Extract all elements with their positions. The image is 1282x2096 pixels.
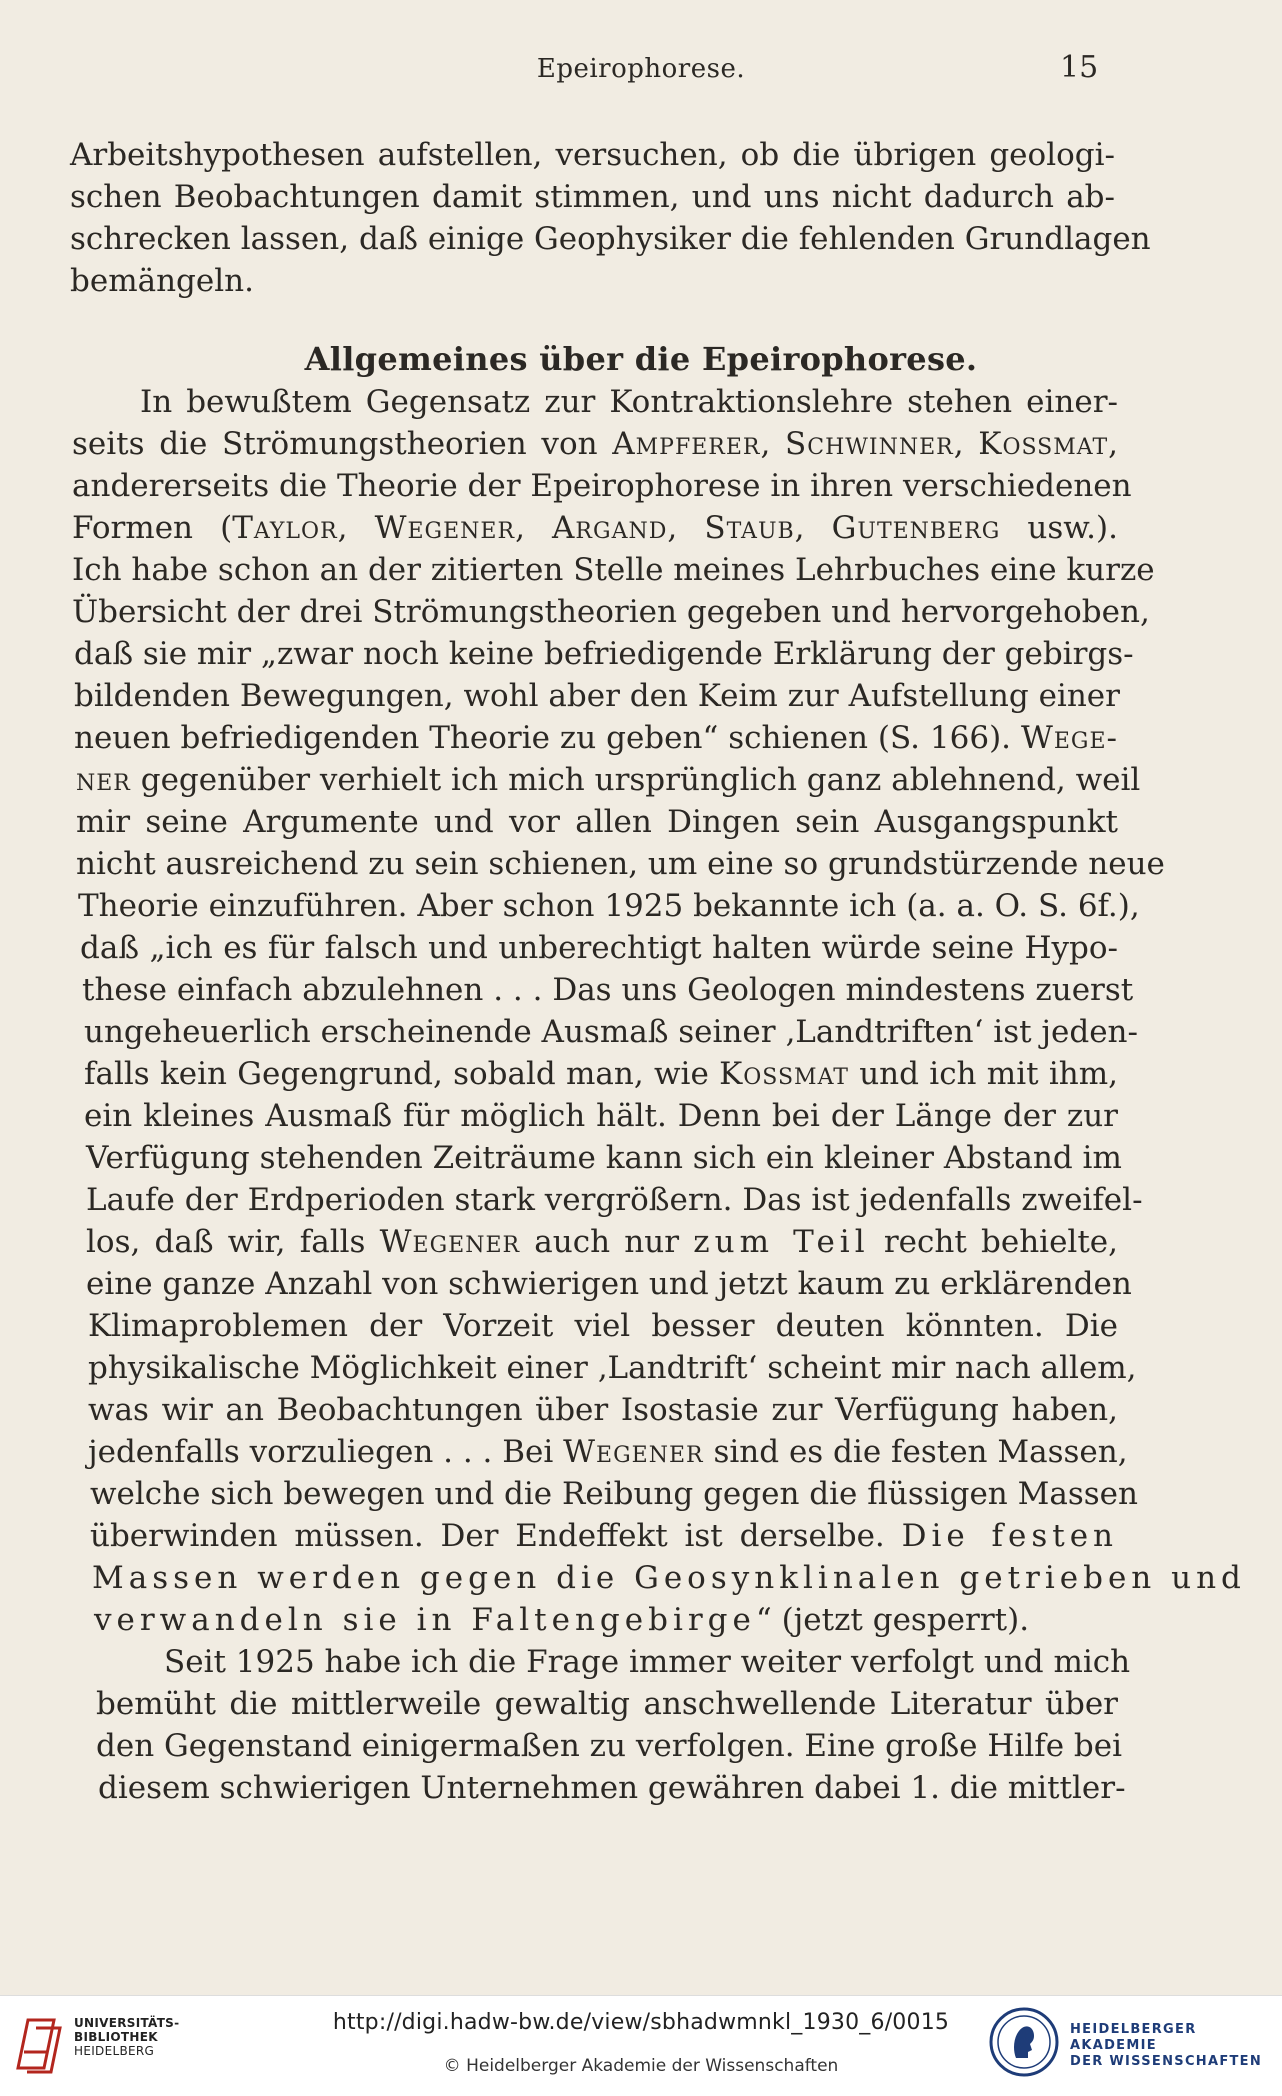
text-line: Arbeitshypothesen aufstellen, versuchen, ob die übrigen geologi- <box>70 137 1115 173</box>
text-line: jedenfalls vorzuliegen . . . Bei Wegener sind es die festen Massen, <box>88 1434 1128 1470</box>
text-line: seits die Strömungstheorien von Ampferer, Schwinner, Kossmat, <box>72 426 1118 462</box>
text-line: nicht ausreichend zu sein schienen, um eine so grundstürzende neue <box>76 846 1165 882</box>
text-line: schen Beobachtungen damit stimmen, und uns nicht dadurch ab- <box>70 179 1115 215</box>
document-url-link[interactable]: http://digi.hadw-bw.de/view/sbhadwmnkl_1930_6/0015 <box>332 2010 950 2035</box>
text-line: Massen werden gegen die Geosynklinalen getrieben und <box>92 1560 1246 1596</box>
text-line: Verfügung stehenden Zeiträume kann sich ein kleiner Abstand im <box>86 1140 1122 1176</box>
page-number: 15 <box>1060 50 1099 85</box>
text-line: these einfach abzulehnen . . . Das uns Geologen mindestens zuerst <box>82 972 1134 1008</box>
text-line: daß „ich es für falsch und unberechtigt halten würde seine Hypo- <box>80 930 1118 966</box>
text-line: Seit 1925 habe ich die Frage immer weiter verfolgt und mich <box>164 1644 1131 1680</box>
text-line: physikalische Möglichkeit einer ‚Landtrift‘ scheint mir nach allem, <box>88 1350 1137 1386</box>
text-line: bemüht die mittlerweile gewaltig anschwellende Literatur über <box>96 1686 1118 1722</box>
text-line: verwandeln sie in Faltengebirge“ (jetzt gesperrt). <box>94 1602 1030 1638</box>
text-line: den Gegenstand einigermaßen zu verfolgen. Eine große Hilfe bei <box>96 1728 1123 1764</box>
academy-seal-icon <box>988 2006 1060 2078</box>
text-line: Theorie einzuführen. Aber schon 1925 bekannte ich (a. a. O. S. 6f.), <box>78 888 1140 924</box>
text-line: daß sie mir „zwar noch keine befriedigende Erklärung der gebirgs- <box>74 636 1134 672</box>
text-line: was wir an Beobachtungen über Isostasie zur Verfügung haben, <box>88 1392 1118 1428</box>
text-line: In bewußtem Gegensatz zur Kontraktionslehre stehen einer- <box>140 384 1118 420</box>
text-line: diesem schwierigen Unternehmen gewähren dabei 1. die mittler- <box>98 1770 1126 1806</box>
text-line: überwinden müssen. Der Endeffekt ist derselbe. Die festen <box>90 1518 1119 1554</box>
text-line: schrecken lassen, daß einige Geophysiker die fehlenden Grundlagen <box>70 221 1151 257</box>
text-line: bildenden Bewegungen, wohl aber den Keim zur Aufstellung einer <box>74 678 1120 714</box>
text-line: andererseits die Theorie der Epeirophorese in ihren verschiedenen <box>72 468 1132 504</box>
text-line: falls kein Gegengrund, sobald man, wie Kossmat und ich mit ihm, <box>84 1056 1118 1092</box>
text-line: bemängeln. <box>70 263 254 299</box>
text-line: welche sich bewegen und die Reibung gegen die flüssigen Massen <box>90 1476 1138 1512</box>
text-line: eine ganze Anzahl von schwierigen und jetzt kaum zu erklärenden <box>86 1266 1132 1302</box>
text-line: mir seine Argumente und vor allen Dingen sein Ausgangspunkt <box>76 804 1118 840</box>
text-line: ner gegenüber verhielt ich mich ursprünglich ganz ablehnend, weil <box>76 762 1141 798</box>
copyright-notice: © Heidelberger Akademie der Wissenschaften <box>443 2056 839 2076</box>
running-head: Epeirophorese. <box>536 54 746 84</box>
text-line: neuen befriedigenden Theorie zu geben“ schienen (S. 166). Wege- <box>74 720 1118 756</box>
university-library-name: UNIVERSITÄTS- BIBLIOTHEK HEIDELBERG <box>74 2016 180 2058</box>
section-heading: Allgemeines über die Epeirophorese. <box>304 340 978 378</box>
text-line: ungeheuerlich erscheinende Ausmaß seiner ‚Landtriften‘ ist jeden- <box>84 1014 1138 1050</box>
text-line: Übersicht der drei Strömungstheorien gegeben und hervorgehoben, <box>72 594 1150 630</box>
academy-name: HEIDELBERGER AKADEMIE DER WISSENSCHAFTEN <box>1070 2022 1263 2069</box>
viewer-footer <box>0 1995 1282 2096</box>
text-line: ein kleines Ausmaß für möglich hält. Denn bei der Länge der zur <box>84 1098 1118 1134</box>
text-line: Ich habe schon an der zitierten Stelle meines Lehrbuches eine kurze <box>72 552 1155 588</box>
text-line: Klimaproblemen der Vorzeit viel besser deuten könnten. Die <box>88 1308 1118 1344</box>
text-line: Laufe der Erdperioden stark vergrößern. Das ist jedenfalls zweifel- <box>86 1182 1143 1218</box>
text-line: Formen (Taylor, Wegener, Argand, Staub, Gutenberg usw.). <box>72 510 1118 546</box>
text-line: los, daß wir, falls Wegener auch nur zum Teil recht behielte, <box>86 1224 1118 1260</box>
